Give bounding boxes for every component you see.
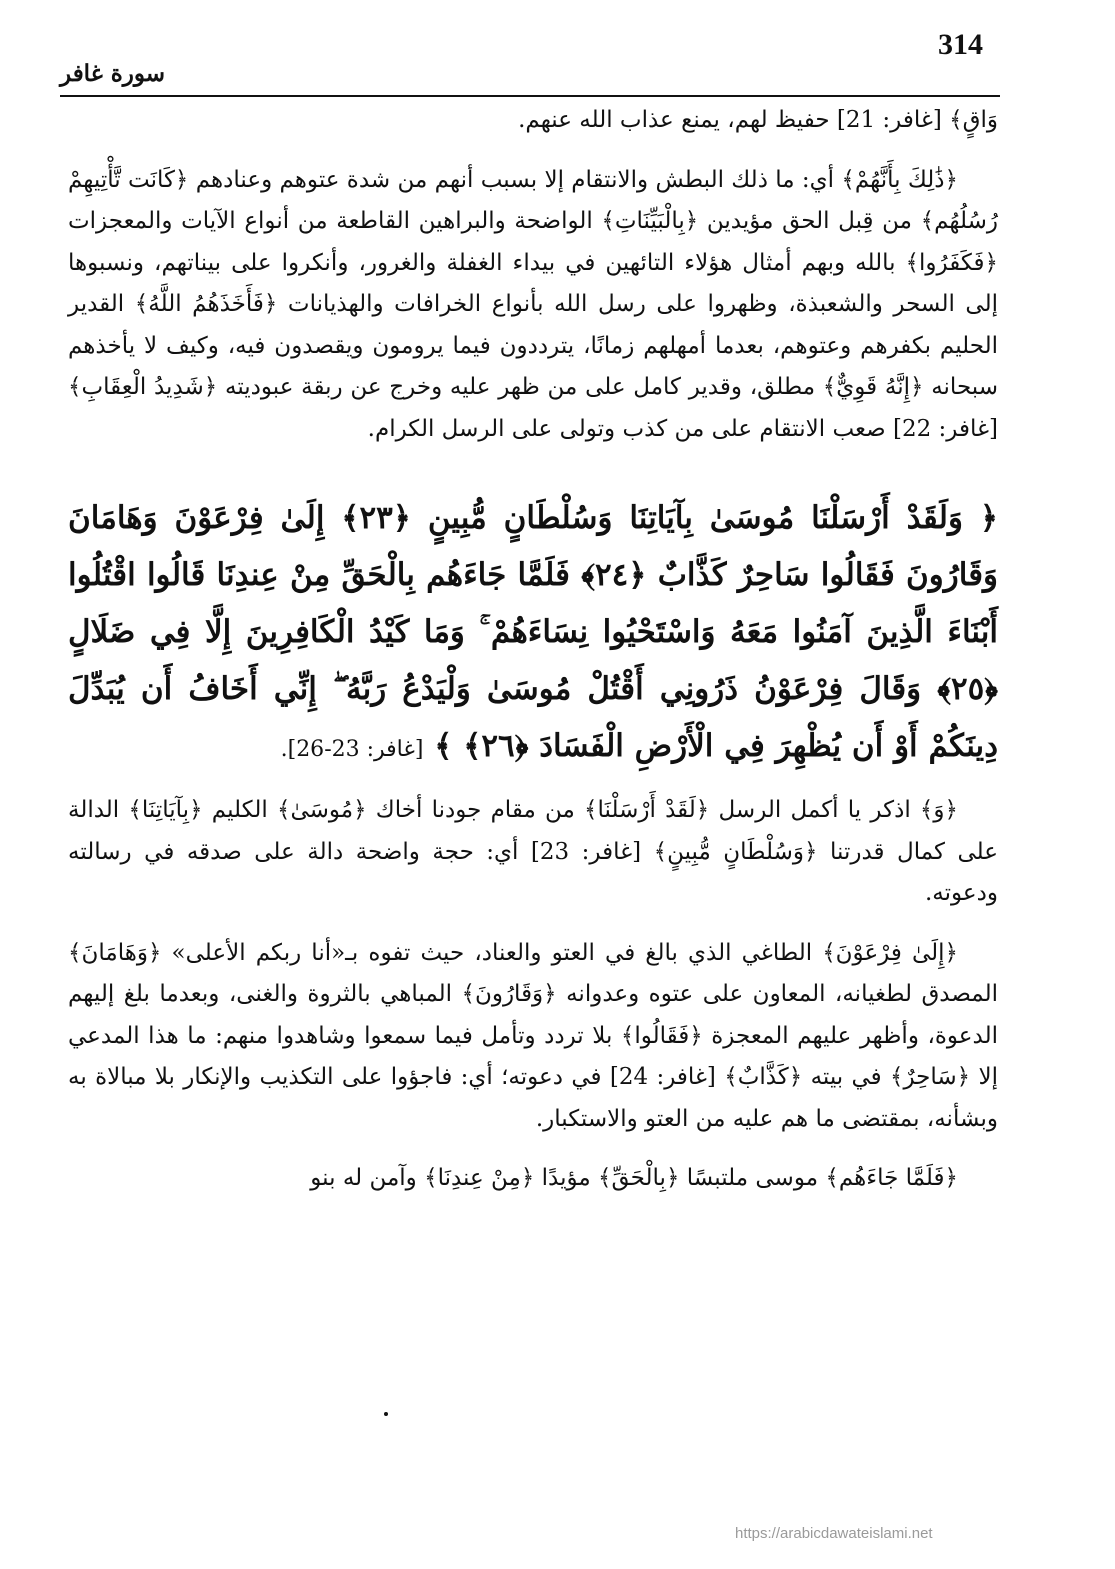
stray-dot: [384, 1412, 388, 1416]
page-content: [68, 100, 998, 1200]
surah-title: سورة غافر: [60, 60, 166, 87]
page-number: 314: [938, 28, 983, 61]
watermark-link[interactable]: https://arabicdawateislami.net: [735, 1525, 933, 1542]
quran-verse-block: [68, 490, 998, 778]
commentary-paragraph-1: ﴿وَ﴾ اذكر يا أكمل الرسل ﴿لَقَدْ أَرْسَلْنَا﴾ من مقام جودنا أخاك ﴿مُوسَىٰ﴾ الكليم ﴿بِآيَاتِنَا﴾ الدالة على كمال قدرتنا ﴿وَسُلْطَانٍ مُّبِينٍ﴾ [غافر: 23] أي: حجة واضحة دالة على صدقه في رسالته ودعوته.: [68, 797, 998, 906]
header-rule: [60, 95, 1000, 97]
verse-reference: [غافر: 23-26].: [280, 737, 424, 762]
paragraph-2: ﴿ذَٰلِكَ بِأَنَّهُمْ﴾ أي: ما ذلك البطش والانتقام إلا بسبب أنهم من شدة عتوهم وعنادهم ﴿كَانَت تَّأْتِيهِمْ رُسُلُهُم﴾ من قِبل الحق مؤيدين ﴿بِالْبَيِّنَاتِ﴾ الواضحة والبراهين القاطعة من أنواع الآيات والمعجزات ﴿فَكَفَرُوا﴾ بالله وبهم أمثال هؤلاء التائهين في بيداء الغفلة والغرور، وأنكروا على بيناتهم، ونسبوها إلى السحر والشعبذة، وظهروا على رسل الله بأنواع الخرافات والهذيانات ﴿فَأَخَذَهُمُ اللَّهُ﴾ القدير الحليم بكفرهم وعتوهم، بعدما أمهلهم زمانًا، يترددون فيما يرومون ويقصدون فيه، وكيف لا يأخذهم سبحانه ﴿إِنَّهُ قَوِيٌّ﴾ مطلق، وقدير كامل على من ظهر عليه وخرج عن ربقة عبوديته ﴿شَدِيدُ الْعِقَابِ﴾ [غافر: 22] صعب الانتقام على من كذب وتولى على الرسل الكرام.: [68, 166, 998, 442]
commentary-paragraph-2: ﴿إِلَىٰ فِرْعَوْنَ﴾ الطاغي الذي بالغ في العتو والعناد، حيث تفوه بـ«أنا ربكم الأعلى» ﴿وَهَامَانَ﴾ المصدق لطغيانه، المعاون على عتوه وعدوانه ﴿وَقَارُونَ﴾ المباهي بالثروة والغنى، وبعدما بلغ إليهم الدعوة، وأظهر عليهم المعجزة ﴿فَقَالُوا﴾ بلا تردد وتأمل فيما سمعوا وشاهدوا منهم: ما هذا المدعي إلا ﴿سَاحِرٌ﴾ في بيته ﴿كَذَّابٌ﴾ [غافر: 24] في دعوته؛ أي: فاجؤوا على التكذيب والإنكار بلا مبالاة به وبشأنه، بمقتضى ما هم عليه من العتو والاستكبار.: [68, 939, 998, 1132]
verse-text: ﴿ وَلَقَدْ أَرْسَلْنَا مُوسَىٰ بِآيَاتِنَا وَسُلْطَانٍ مُّبِينٍ ﴿٢٣﴾ إِلَىٰ فِرْعَوْنَ وَهَامَانَ وَقَارُونَ فَقَالُوا سَاحِرٌ كَذَّابٌ ﴿٢٤﴾ فَلَمَّا جَاءَهُم بِالْحَقِّ مِنْ عِندِنَا قَالُوا اقْتُلُوا أَبْنَاءَ الَّذِينَ آمَنُوا مَعَهُ وَاسْتَحْيُوا نِسَاءَهُمْ ۚ وَمَا كَيْدُ الْكَافِرِينَ إِلَّا فِي ضَلَالٍ ﴿٢٥﴾ وَقَالَ فِرْعَوْنُ ذَرُونِي أَقْتُلْ مُوسَىٰ وَلْيَدْعُ رَبَّهُ ۖ إِنِّي أَخَافُ أَن يُبَدِّلَ دِينَكُمْ أَوْ أَن يُظْهِرَ فِي الْأَرْضِ الْفَسَادَ ﴿٢٦﴾ ﴾: [68, 500, 998, 764]
paragraph-1: وَاقٍ﴾ [غافر: 21] حفيظ لهم، يمنع عذاب الله عنهم.: [518, 107, 998, 133]
commentary-paragraph-3: ﴿فَلَمَّا جَاءَهُم﴾ موسى ملتبسًا ﴿بِالْحَقِّ﴾ مؤيدًا ﴿مِنْ عِندِنَا﴾ وآمن له بنو: [310, 1165, 958, 1191]
